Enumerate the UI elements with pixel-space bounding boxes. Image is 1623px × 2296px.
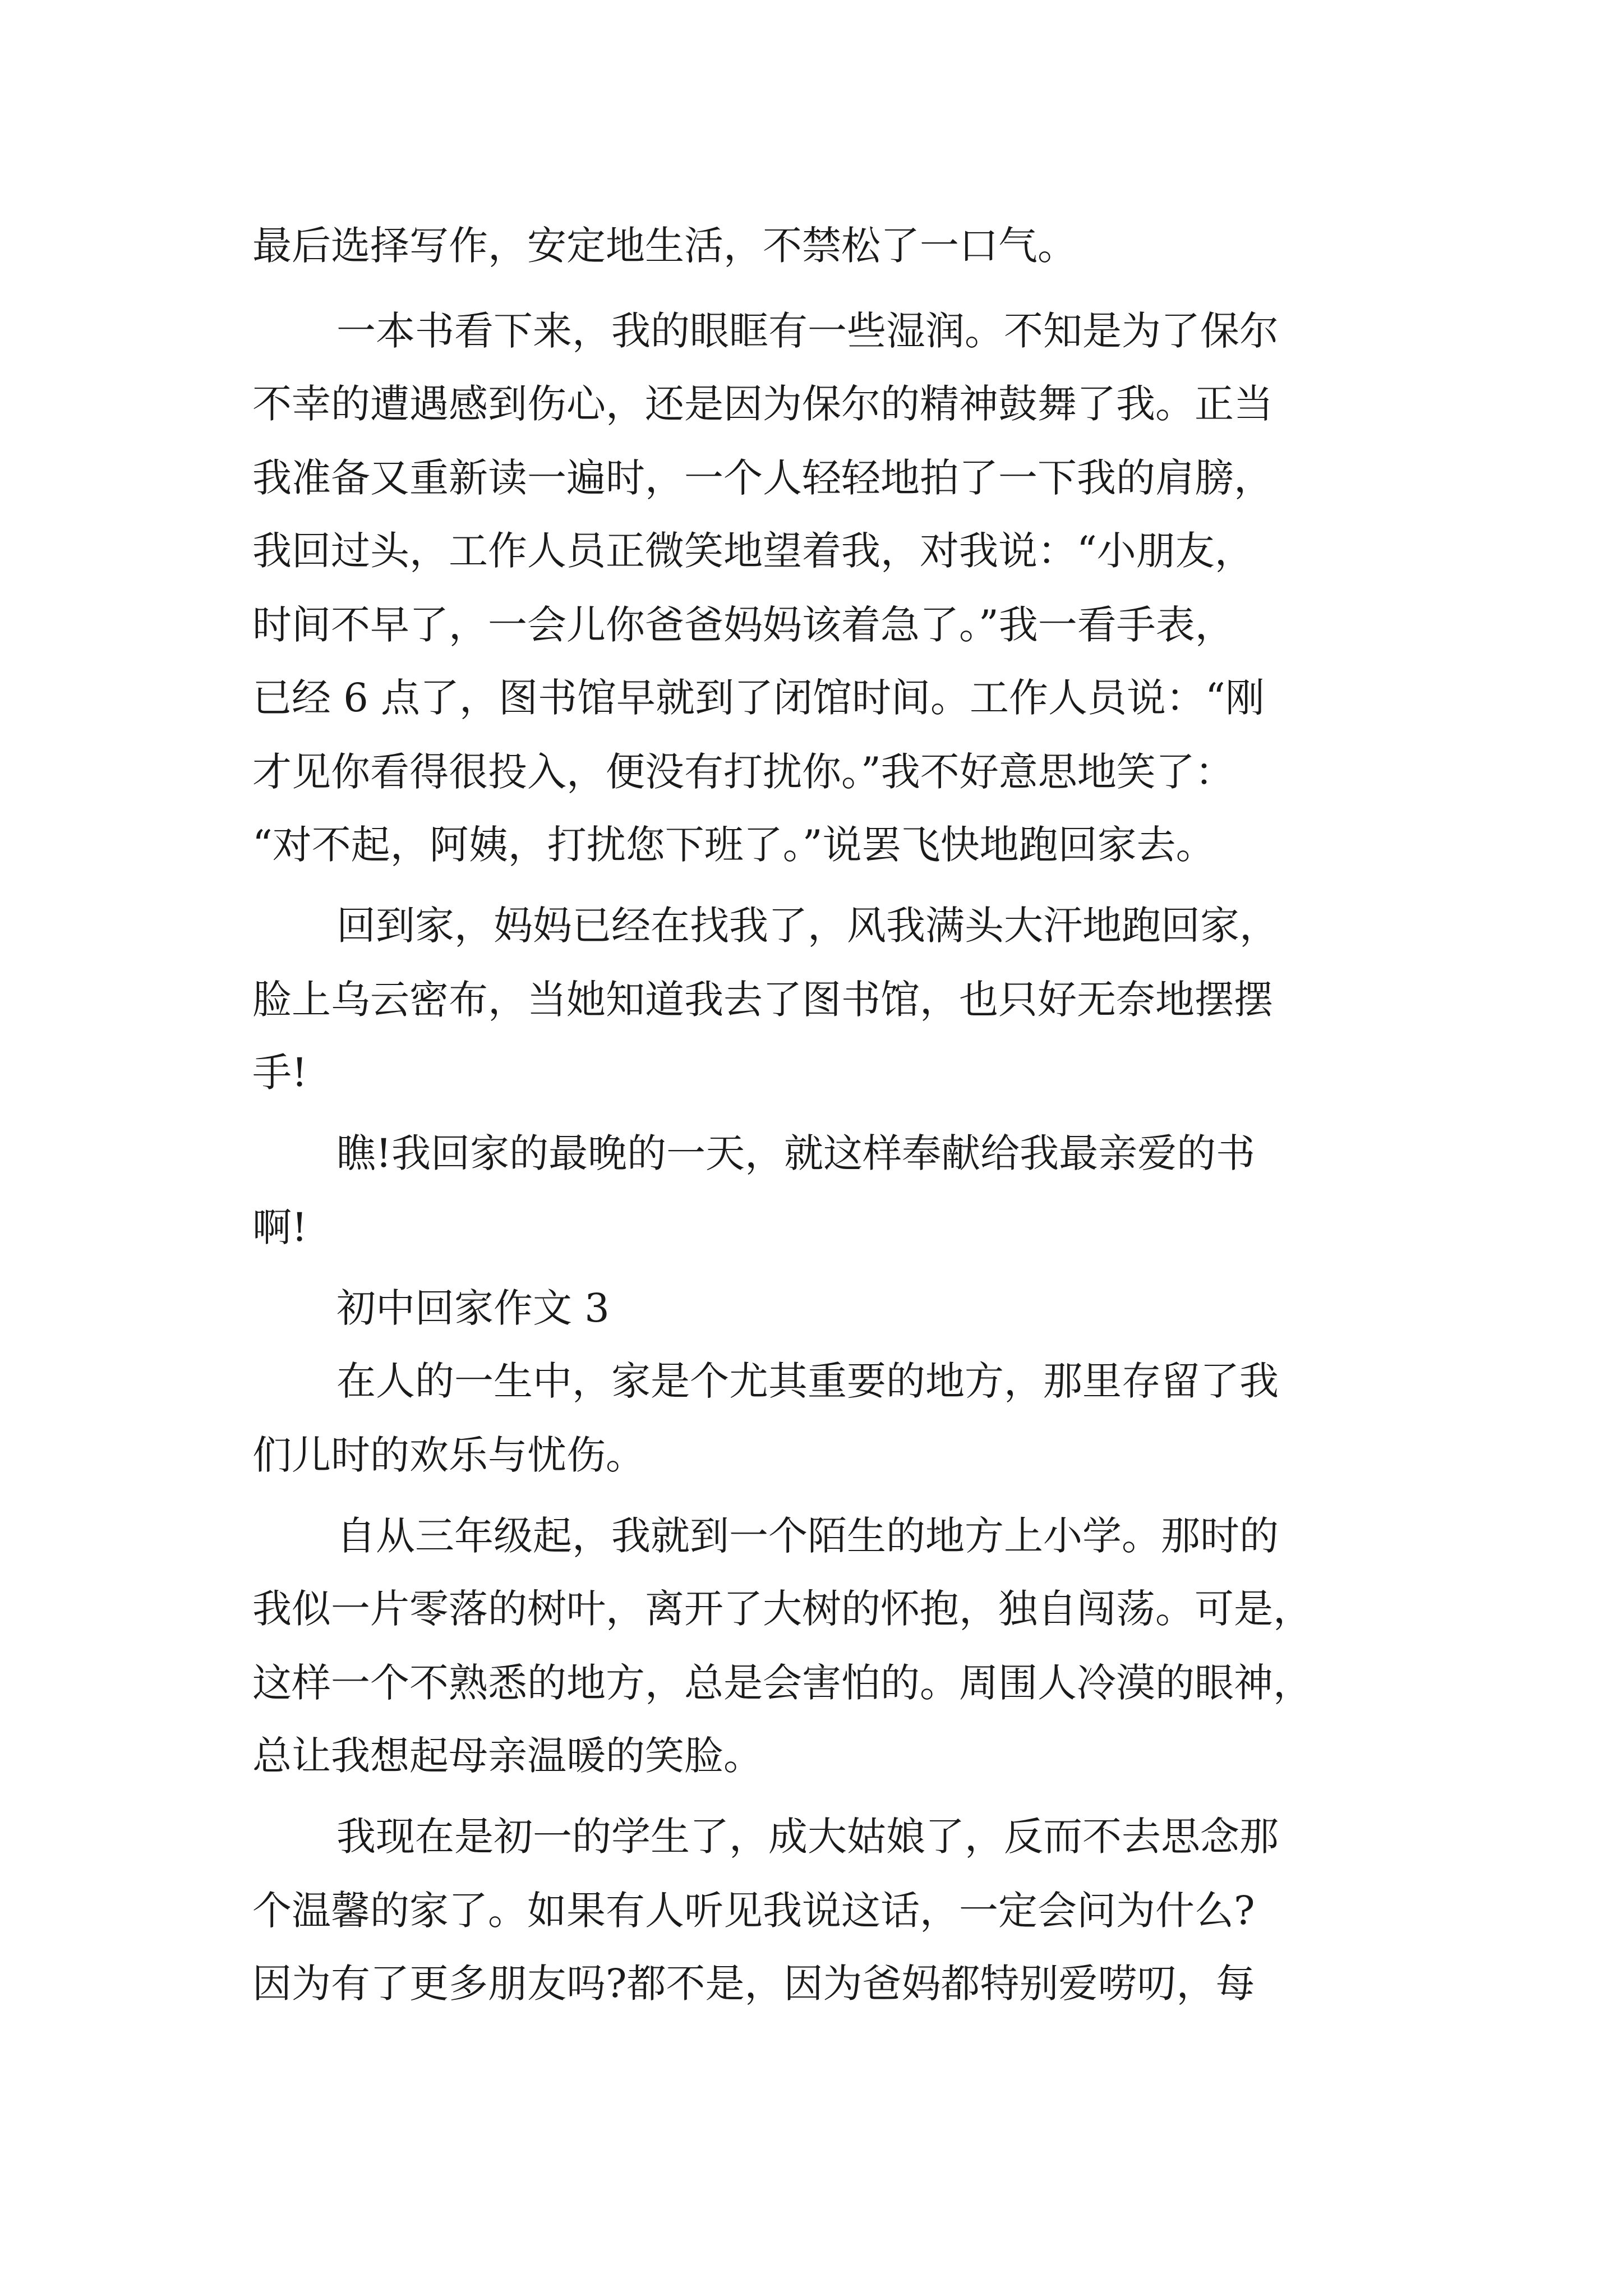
text-line: 在人的一生中，家是个尤其重要的地方，那里存留了我 — [336, 1358, 1279, 1404]
text-line: 啊! — [252, 1204, 308, 1250]
text-line: 自从三年级起，我就到一个陌生的地方上小学。那时的 — [336, 1513, 1279, 1559]
text-line: “对不起，阿姨，打扰您下班了。”说罢飞快地跑回家去。 — [252, 822, 1215, 868]
text-line: 脸上乌云密布，当她知道我去了图书馆，也只好无奈地摆摆 — [252, 977, 1273, 1023]
text-line: 一本书看下来，我的眼眶有一些湿润。不知是为了保尔 — [336, 308, 1279, 354]
text-line: 个温馨的家了。如果有人听见我说这话，一定会问为什么? — [252, 1888, 1255, 1934]
text-line: 我现在是初一的学生了，成大姑娘了，反而不去思念那 — [336, 1814, 1279, 1860]
text-line: 因为有了更多朋友吗?都不是，因为爸妈都特别爱唠叨，每 — [252, 1961, 1255, 2007]
text-line: 们儿时的欢乐与忧伤。 — [252, 1432, 645, 1478]
text-line: 已经 6 点了，图书馆早就到了闭馆时间。工作人员说：“刚 — [252, 675, 1265, 721]
text-line: 不幸的遭遇感到伤心，还是因为保尔的精神鼓舞了我。正当 — [252, 381, 1273, 427]
section-heading: 初中回家作文 3 — [336, 1285, 610, 1331]
text-line: 我似一片零落的树叶，离开了大树的怀抱，独自闯荡。可是， — [252, 1586, 1312, 1632]
text-line: 我回过头，工作人员正微笑地望着我，对我说：“小朋友， — [252, 528, 1254, 574]
text-line: 最后选择写作，安定地生活，不禁松了一口气。 — [252, 223, 1077, 269]
text-line: 才见你看得很投入，便没有打扰你。”我不好意思地笑了： — [252, 749, 1234, 795]
text-line: 瞧!我回家的最晚的一天，就这样奉献给我最亲爱的书 — [336, 1130, 1256, 1176]
text-line: 时间不早了，一会儿你爸爸妈妈该着急了。”我一看手表， — [252, 602, 1234, 648]
text-line: 回到家，妈妈已经在找我了，风我满头大汗地跑回家， — [336, 903, 1279, 949]
text-line: 总让我想起母亲温暖的笑脸。 — [252, 1733, 763, 1779]
text-line: 我准备又重新读一遍时，一个人轻轻地拍了一下我的肩膀， — [252, 455, 1273, 501]
text-line: 这样一个不熟悉的地方，总是会害怕的。周围人冷漠的眼神， — [252, 1660, 1312, 1706]
text-line: 手! — [252, 1050, 308, 1096]
